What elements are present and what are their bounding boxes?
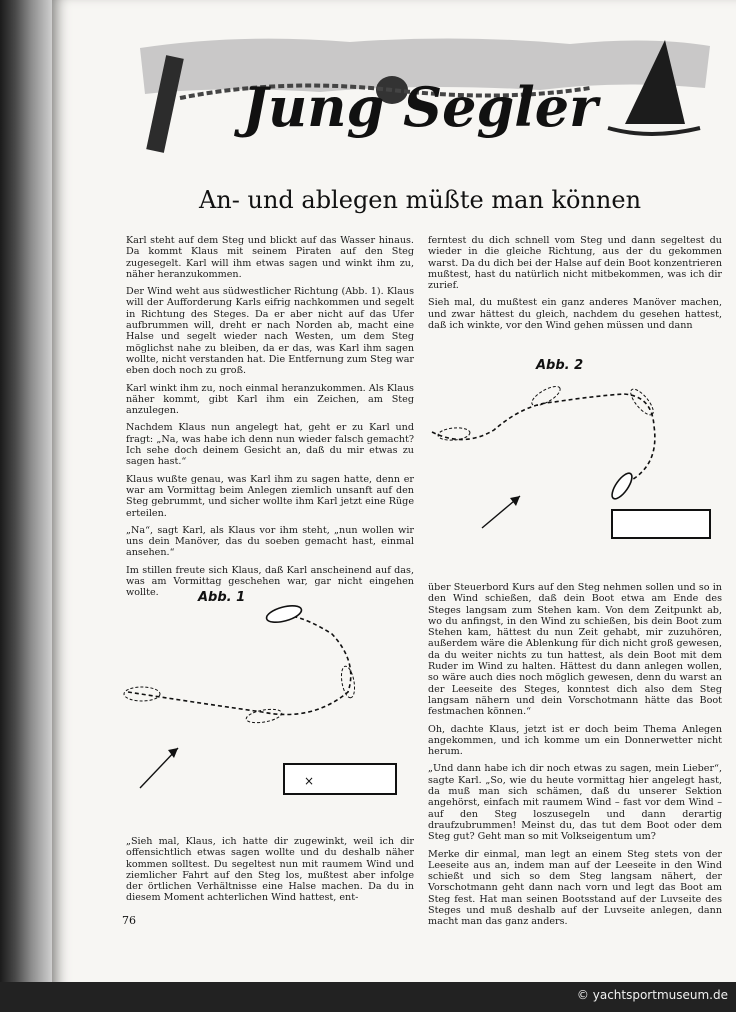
paragraph: „Na“, sagt Karl, als Klaus vor ihm steht, „nun wollen wir uns dein Manöver, das du soeben gemacht hast, einmal ansehen.“ <box>126 524 414 559</box>
paragraph: Oh, dachte Klaus, jetzt ist er doch beim Thema Anlegen angekommen, und ich komme um ein Donnerwetter nicht herum. <box>428 723 722 758</box>
diagram-abb1 <box>112 592 414 822</box>
logo-text: Jung Segler <box>242 75 598 139</box>
course-line <box>432 394 655 484</box>
paragraph: über Steuerbord Kurs auf den Steg nehmen sollen und so in den Wind schießen, daß dein Boot etwa am Ende des Steges langsam zum Stehen kam. Von dem Zeitpunkt ab, wo du anfingst, in den Wind zu schießen, bis dein Boot zum Stehen kam, hättest du nun Zeit gehabt, mir zuzuhören, außerdem wäre die Ablenkung für dich nicht groß gewesen, da du weiter nichts zu tun hattest, als dein Boot mit dem Ruder im Wind zu halten. Hättest du dann anlegen wollen, so wäre auch dies noch möglich gewesen, denn du warst an der Leeseite des Steges, konntest dich also dem Steg langsam nähern und dein Vorschotmann hätte das Boot festmachen können.“ <box>428 582 722 718</box>
boat-icon <box>339 665 356 699</box>
header-logo <box>120 28 720 158</box>
paragraph: Im stillen freute sich Klaus, daß Karl anscheinend auf das, was am Vormittag geschehen war, gar nicht eingehen wollte. <box>126 564 414 599</box>
paragraph: ferntest du dich schnell vom Steg und dann segeltest du wieder in die gleiche Richtung, aus der du gekommen warst. Da du dich bei der Halse auf dein Boot konzentrieren mußtest, hast du natürlich nicht mitbekommen, was ich dir zurief. <box>428 235 722 292</box>
text-column-c <box>428 582 722 934</box>
paragraph: Der Wind weht aus südwestlicher Richtung (Abb. 1). Klaus will der Aufforderung Karls eifrig nachkommen und segelt in Richtung des Steges. Da er aber nicht auf das Ufer aufbrummen will, dreht er nach Norden ab, macht eine Halse und segelt wieder nach Westen, um dem Steg möglichst nahe zu bleiben, da er das, was Karl ihm sagen wollte, nicht verstanden hat. Die Entfernung zum Steg war eben doch noch zu groß. <box>126 286 414 377</box>
page-number: 76 <box>122 914 136 927</box>
paragraph: „Sieh mal, Klaus, ich hatte dir zugewinkt, weil ich dir offensichtlich etwas sagen wollte und du deshalb näher kommen solltest. Du segeltest nun mit raumem Wind und ziemlicher Fahrt auf den Steg los, mußtest aber infolge der örtlichen Verhältnisse eine Halse machen. Da du in diesem Moment achterlichen Wind hattest, ent- <box>126 836 414 904</box>
paragraph: Karl winkt ihm zu, noch einmal heranzukommen. Als Klaus näher kommt, gibt Karl ihm ein Zeichen, am Steg anzulegen. <box>126 382 414 417</box>
diagram-abb2 <box>424 378 716 554</box>
boat-icon <box>627 386 657 418</box>
paragraph: Merke dir einmal, man legt an einem Steg stets von der Leeseite aus an, indem man auf der Leeseite in den Wind schießt und sich so dem Steg langsam nähert, der Vorschotmann geht dann nach vorn und legt das Boot am Steg fest. Hat man seinen Bootsstand auf der Luvseite des Steges und muß deshalb auf der Luvseite anlegen, dann macht man das ganz anders. <box>428 848 722 928</box>
watermark: © yachtsportmuseum.de <box>576 988 728 1002</box>
paragraph: Klaus wußte genau, was Karl ihm zu sagen hatte, denn er war am Vormittag beim Anlegen ziemlich unsanft auf den Steg gebrummt, und sicher wollte ihm Karl jetzt eine Rüge erteilen. <box>126 473 414 519</box>
figure-label-abb1: Abb. 1 <box>198 590 246 605</box>
text-column-b <box>428 235 722 337</box>
boat-icon <box>245 707 283 725</box>
figure-label-abb2: Abb. 2 <box>536 358 584 373</box>
boat-icon <box>608 470 635 501</box>
paragraph: Karl steht auf dem Steg und blickt auf das Wasser hinaus. Da kommt Klaus mit seinem Piraten auf den Steg zugesegelt. Karl will ihm etwas sagen und winkt ihm zu, näher heranzukommen. <box>126 235 414 280</box>
paragraph: Sieh mal, du mußtest ein ganz anderes Manöver machen, und zwar hättest du gleich, nachdem du gesehen hattest, daß ich winkte, vor den Wind gehen müssen und dann <box>428 297 722 332</box>
text-column-a <box>126 235 414 605</box>
boat-icon <box>265 603 303 626</box>
text-column-d <box>126 836 414 910</box>
book-binding <box>0 0 52 1012</box>
pier-icon <box>284 764 396 794</box>
course-line <box>128 616 351 715</box>
pier-icon <box>612 510 710 538</box>
boat-position-marker-icon: × <box>304 774 315 788</box>
paragraph: „Und dann habe ich dir noch etwas zu sagen, mein Lieber“, sagte Karl. „So, wie du heute vormittag hier angelegt hast, da muß man sich schämen, daß du unserer Sektion angehörst, einfach mit raumem Wind – fast vor dem Wind – auf den Steg loszusegeln und dann derartig draufzubrummen! Meinst du, das tut dem Boot oder dem Steg gut? Geht man so mit Volkseigentum um? <box>428 763 722 843</box>
article-title: An- und ablegen müßte man können <box>198 186 642 214</box>
paragraph: Nachdem Klaus nun angelegt hat, geht er zu Karl und fragt: „Na, was habe ich denn nun wieder falsch gemacht? Ich sehe doch deinem Gesicht an, daß du mir etwas zu sagen hast.“ <box>126 422 414 468</box>
